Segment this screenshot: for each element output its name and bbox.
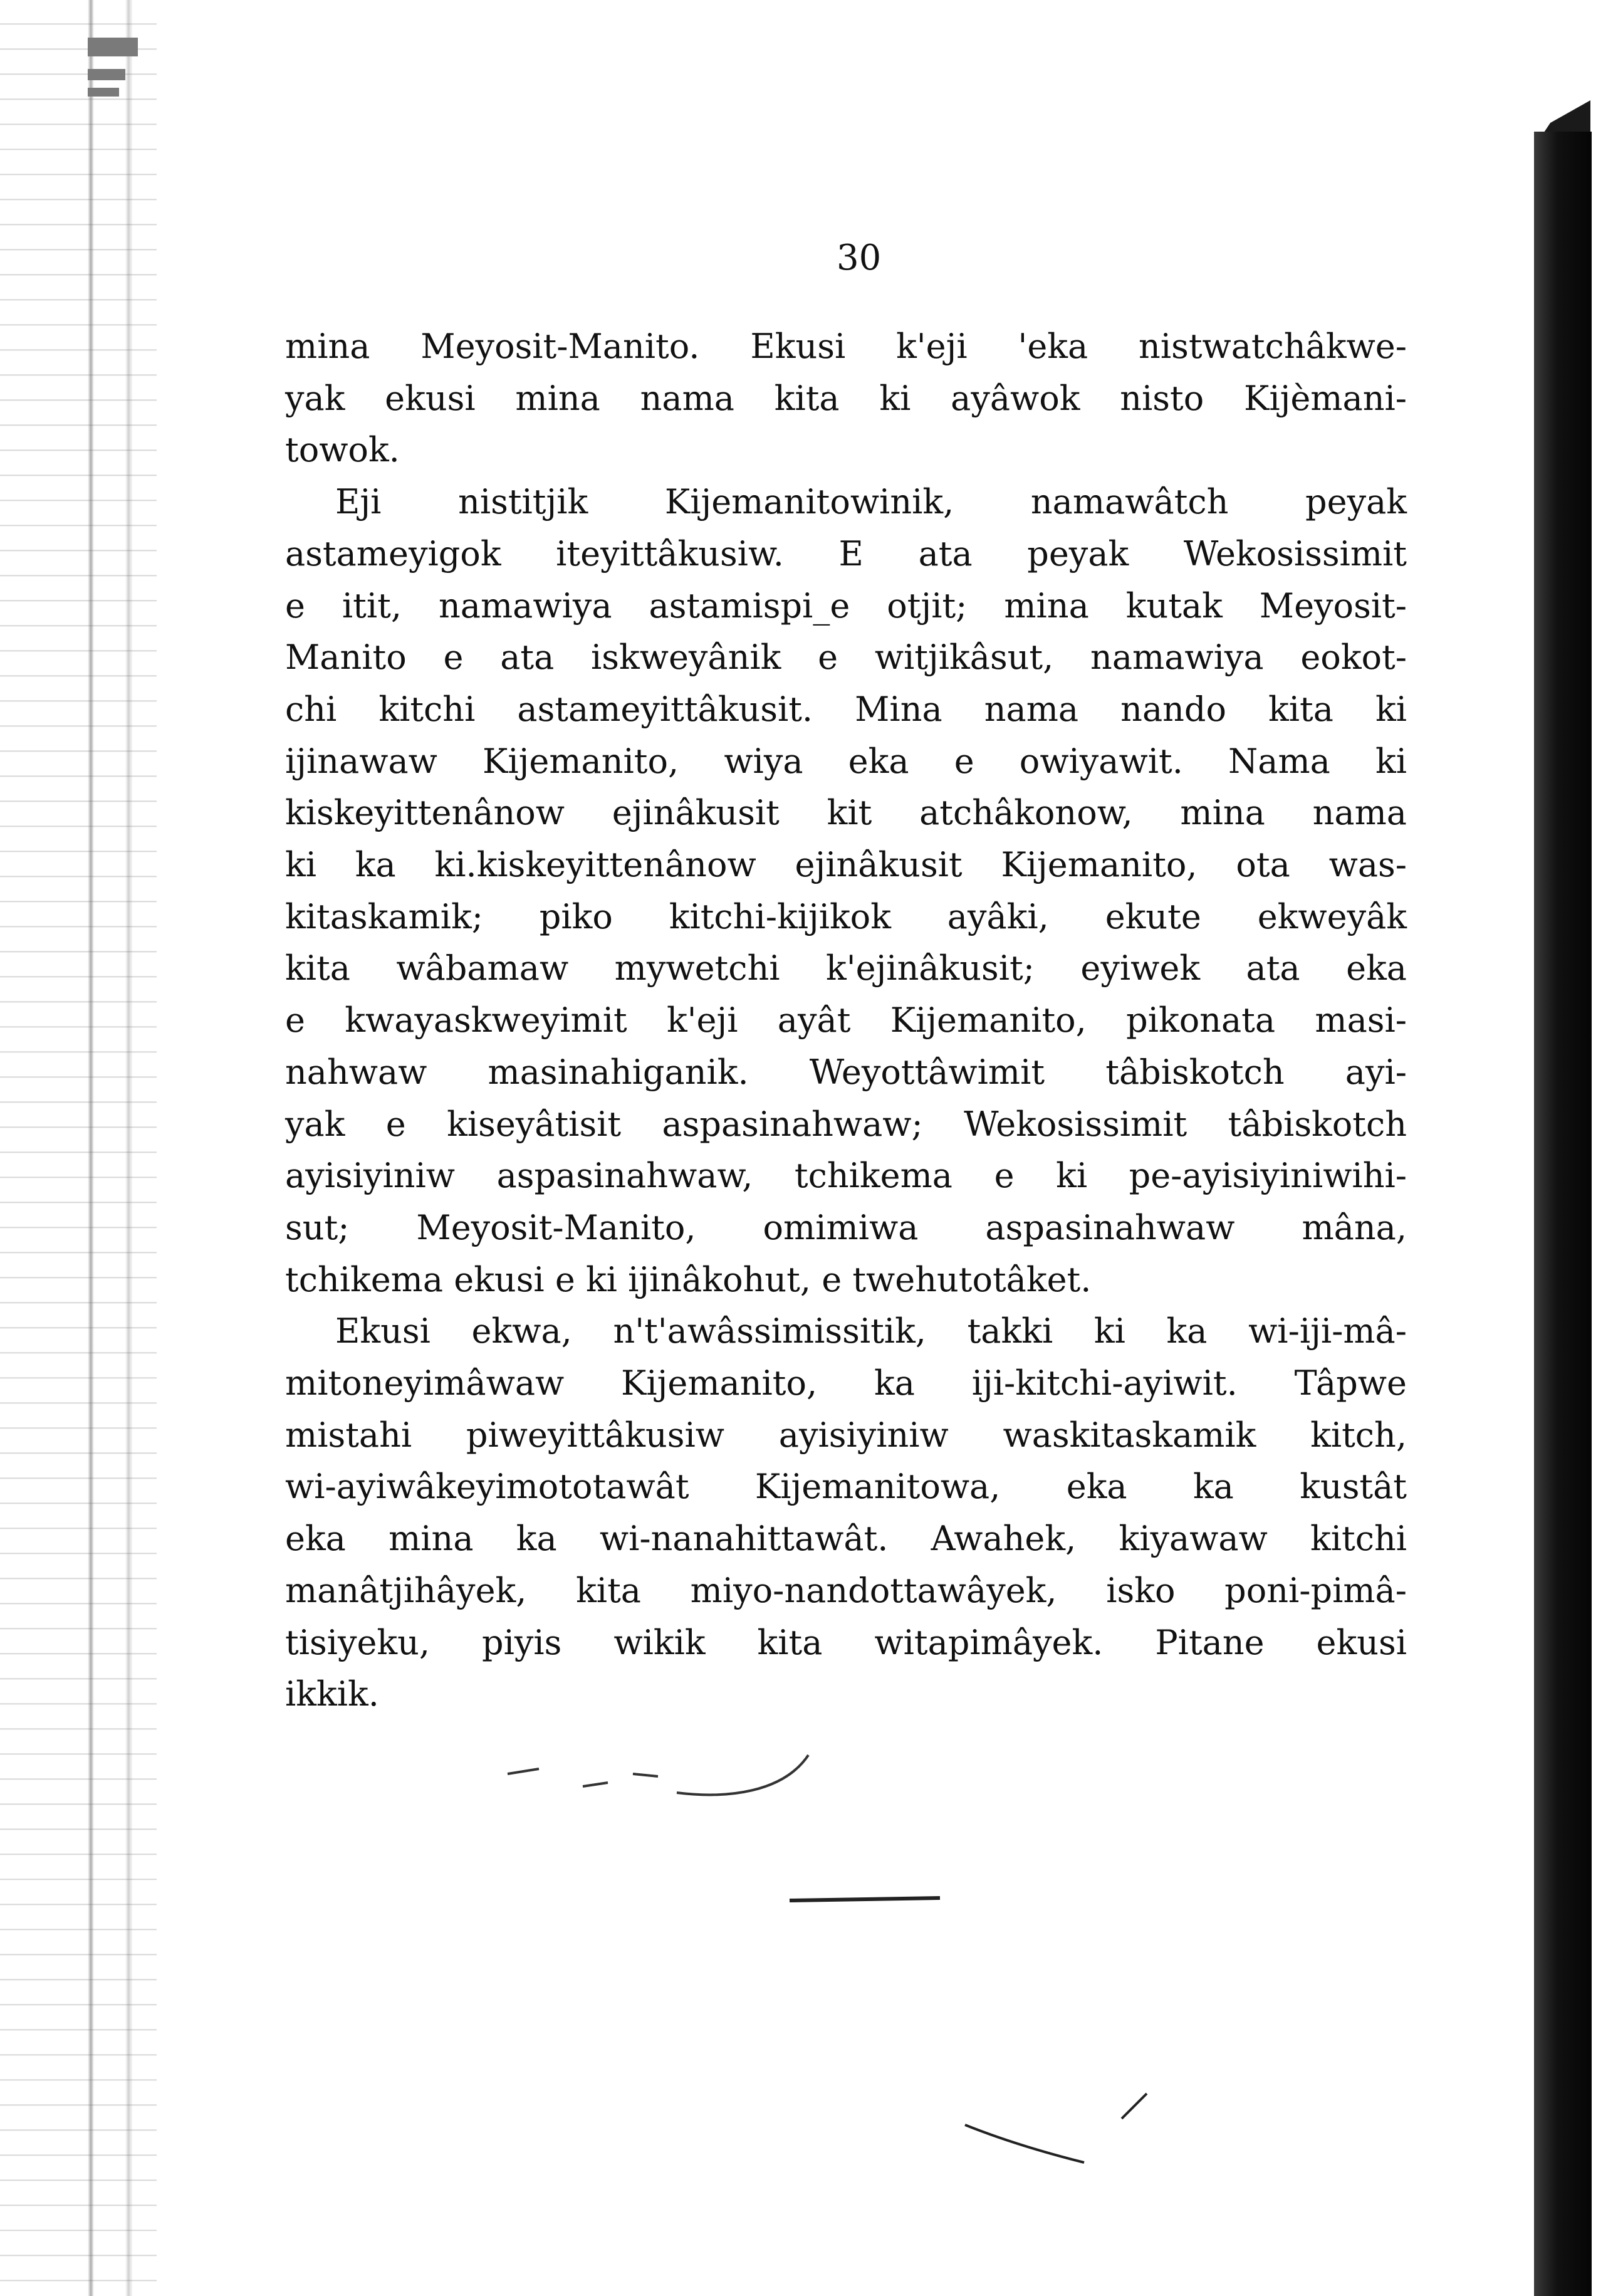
text-line: e itit, namawiya astamispi_e otjit; mina kutak Meyosit-	[285, 585, 1407, 626]
paragraph-3	[285, 1306, 1407, 1721]
text-line: ayisiyiniw aspasinahwaw, tchikema e ki pe-ayisiyiniwihi-	[285, 1156, 1407, 1196]
text-line: wi-ayiwâkeyimototawât Kijemanitowa, eka ka kustât	[285, 1467, 1407, 1507]
text-line: ki ka ki.kiskeyittenânow ejinâkusit Kijemanito, ota was-	[285, 845, 1407, 885]
text-line: yak e kiseyâtisit aspasinahwaw; Wekosissimit tâbiskotch	[285, 1104, 1407, 1144]
text-line: kita wâbamaw mywetchi k'ejinâkusit; eyiwek ata eka	[285, 948, 1407, 988]
text-line: astameyigok iteyittâkusiw. E ata peyak Wekosissimit	[285, 533, 1407, 574]
text-line: nahwaw masinahiganik. Weyottâwimit tâbiskotch ayi-	[285, 1052, 1407, 1092]
text-line: eka mina ka wi-nanahittawât. Awahek, kiyawaw kitchi	[285, 1519, 1407, 1559]
text-line: manâtjihâyek, kita miyo-nandottawâyek, isko poni-pimâ-	[285, 1570, 1407, 1610]
text-line: Eji nistitjik Kijemanitowinik, namawâtch peyak	[335, 482, 1407, 522]
text-line: mistahi piweyittâkusiw ayisiyiniw waskitaskamik kitch,	[285, 1415, 1407, 1455]
text-line: tisiyeku, piyis wikik kita witapimâyek. Pitane ekusi	[285, 1622, 1407, 1662]
scanned-binding-edge	[0, 0, 157, 2296]
binding-mark	[88, 38, 138, 56]
text-line: Manito e ata iskweyânik e witjikâsut, namawiya eokot-	[285, 637, 1407, 678]
scan-artifact-tick	[1115, 2087, 1153, 2125]
binding-mark	[88, 88, 119, 97]
text-line: kiskeyittenânow ejinâkusit kit atchâkonow, mina nama	[285, 793, 1407, 833]
text-line: sut; Meyosit-Manito, omimiwa aspasinahwaw mâna,	[285, 1207, 1407, 1247]
text-line: chi kitchi astameyittâkusit. Mina nama nando kita ki	[285, 689, 1407, 729]
page-number: 30	[837, 238, 882, 278]
scan-artifact-flourish	[489, 1730, 840, 1830]
page-edge-shadow	[1534, 132, 1592, 2296]
binding-mark	[88, 69, 125, 80]
text-line: yak ekusi mina nama kita ki ayâwok nisto Kijèmani-	[285, 378, 1407, 418]
text-line: tchikema ekusi e ki ijinâkohut, e twehutotâket.	[285, 1259, 1092, 1299]
scan-artifact-stroke	[959, 2119, 1097, 2169]
paragraph-1	[285, 321, 1407, 476]
scan-artifact-dash	[783, 1887, 971, 1912]
text-line: mina Meyosit-Manito. Ekusi k'eji 'eka nistwatchâkwe-	[285, 327, 1407, 366]
text-line: towok.	[285, 430, 400, 470]
body-text	[285, 321, 1407, 1721]
text-line: Ekusi ekwa, n't'awâssimissitik, takki ki ka wi-iji-mâ-	[335, 1311, 1407, 1351]
text-line: e kwayaskweyimit k'eji ayât Kijemanito, pikonata masi-	[285, 1000, 1407, 1041]
text-line: ijinawaw Kijemanito, wiya eka e owiyawit. Nama ki	[285, 741, 1407, 781]
text-line: mitoneyimâwaw Kijemanito, ka iji-kitchi-ayiwit. Tâpwe	[285, 1363, 1407, 1403]
text-line: ikkik.	[285, 1674, 379, 1714]
paragraph-2	[285, 476, 1407, 1306]
text-line: kitaskamik; piko kitchi-kijikok ayâki, ekute ekweyâk	[285, 896, 1407, 936]
